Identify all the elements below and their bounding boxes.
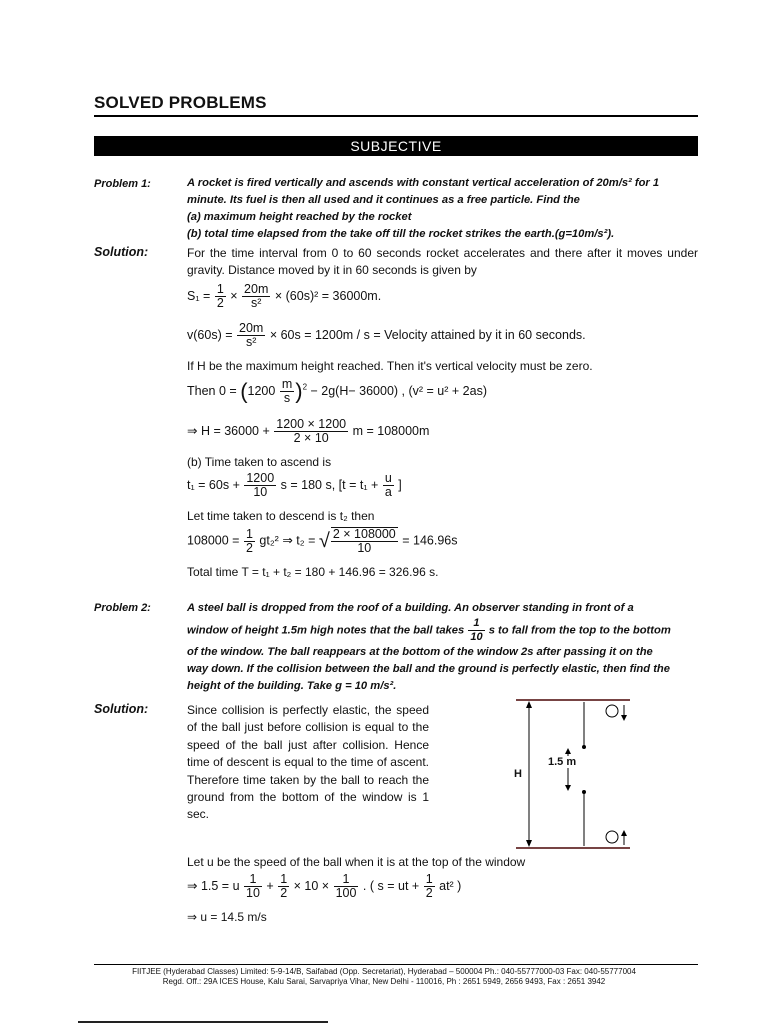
equation-s1: S₁ = $\frac{1}{2}$ × $\frac{20m}{\text{s²}}$ × (60s)² = 36000m. xyxy=(187,282,382,310)
section-band: SUBJECTIVE xyxy=(94,136,698,156)
building-diagram xyxy=(508,692,638,854)
problem-1-line: (a) maximum height reached by the rocket xyxy=(187,211,412,223)
ball-top xyxy=(606,705,618,717)
problem-1-line: (b) total time elapsed from the take off till the rocket strikes the earth.(g=10m/s²). xyxy=(187,228,615,240)
footer-registered-office: Regd. Off.: 29A ICES House, Kalu Sarai, Sarvapriya Vihar, New Delhi - 110016, Ph : 2651 5949, 2656 9493, Fax : 2651 3942 xyxy=(162,977,606,986)
let-u-statement: Let u be the speed of the ball when it is at the top of the window xyxy=(187,855,526,869)
equation-velocity: v(60s) = $\frac{20m}{\text{s²}}$ × 60s = 1200m / s = Velocity attained by it in 60 seconds. xyxy=(187,321,586,349)
page-title: SOLVED PROBLEMS xyxy=(94,93,267,112)
solution-1-label: Solution: xyxy=(94,245,149,259)
result-u: ⇒ u = 14.5 m/s xyxy=(187,910,267,924)
equation-t2: 108000 = $\frac{1}{2}$ gt₂² ⇒ t₂ = √ $\frac{2 \times 108000}{10}$ = 146.96s xyxy=(187,526,458,555)
max-height-statement: If H be the maximum height reached. Then it's vertical velocity must be zero. xyxy=(187,359,593,373)
equation-height: ⇒ H = 36000 + $\frac{1200 \times 1200}{2 \times 10}$ m = 108000m xyxy=(187,417,430,445)
equation-t1: t₁ = 60s + $\frac{1200}{10}$ s = 180 s, [t = t₁ + $\frac{u}{a}$ ] xyxy=(187,471,402,499)
ball-bottom xyxy=(606,831,618,843)
problem-2-label: Problem 2: xyxy=(94,602,151,614)
problem-1-label: Problem 1: xyxy=(94,178,151,190)
descent-statement: Let time taken to descend is t₂ then xyxy=(187,509,375,523)
footer-address: FIITJEE (Hyderabad Classes) Limited: 5-9-14/B, Saifabad (Opp. Secretariat), Hyderabad – 500004 Ph.: 040-55777000-03 Fax: 040-55777004 xyxy=(132,967,636,976)
title-underline xyxy=(94,115,698,117)
problem-1-line: minute. Its fuel is then all used and it continues as a free particle. Find the xyxy=(187,194,580,206)
window-height-label: 1.5 m xyxy=(548,756,577,768)
page-bottom-rule xyxy=(78,1021,328,1023)
solution-1-intro: For the time interval from 0 to 60 seconds rocket accelerates and there after it moves under gravity. Distance moved by it in 60 seconds is given by xyxy=(187,246,698,277)
height-label: H xyxy=(514,768,522,780)
part-b-statement: (b) Time taken to ascend is xyxy=(187,455,332,469)
solution-2-text: Since collision is perfectly elastic, the speed of the ball just before collision is equal to the speed of the ball just after collision. Hence time of descent is equal to the time of ascent. Therefore time taken by the ball to reach the ground from the bottom of the window is 1 sec. xyxy=(187,703,429,822)
problem-2-statement: A steel ball is dropped from the roof of a building. An observer standing in front of a window of height 1.5m high notes that the ball takes $\frac{1}{10}$ s to fall from the top to the bottom of the window. The ball reappears at the bottom of the window 2s after passing it on the way down. If the collision between the ball and the ground is perfectly elastic, then find the height of the building. Take g = 10 m/s². xyxy=(187,602,671,692)
problem-1-line: A rocket is fired vertically and ascends with constant vertical acceleration of 20m/s² for 1 xyxy=(187,177,660,189)
footer-rule xyxy=(94,964,698,965)
problem-1-statement xyxy=(187,175,698,243)
total-time: Total time T = t₁ + t₂ = 180 + 146.96 = 326.96 s. xyxy=(187,565,439,579)
equation-zero-velocity: Then 0 = (1200 $\frac{m}{s}$ )$^2$ − 2g(H− 36000) , (v² = u² + 2as) xyxy=(187,377,487,405)
equation-u: ⇒ 1.5 = u $\frac{1}{10}$ + $\frac{1}{2}$ × 10 × $\frac{1}{100}$ . ( s = ut + $\frac{1}{2}$ at² ) xyxy=(187,872,462,900)
solution-2-label: Solution: xyxy=(94,702,149,716)
